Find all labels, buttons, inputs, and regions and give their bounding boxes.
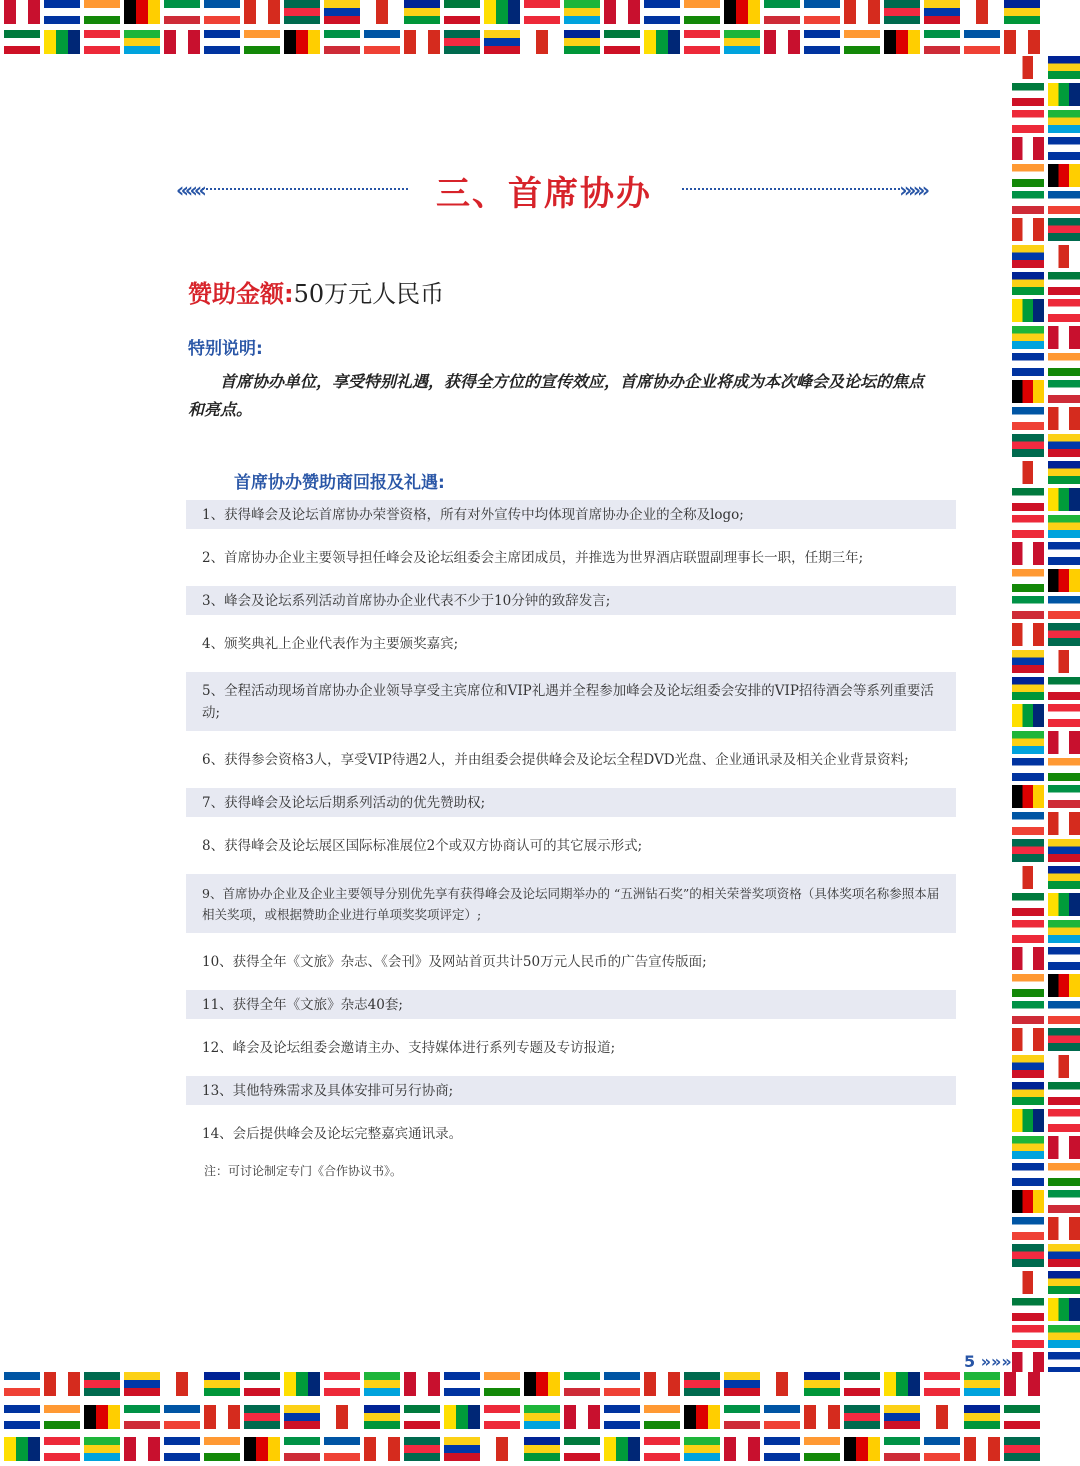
flag-icon	[644, 1437, 680, 1461]
flag-icon	[1012, 839, 1044, 862]
flag-icon	[644, 0, 680, 24]
flag-icon	[1048, 1001, 1080, 1024]
flag-icon	[404, 30, 440, 54]
flag-icon	[1048, 407, 1080, 430]
flag-icon	[1012, 164, 1044, 187]
benefit-item: 4、颁奖典礼上企业代表作为主要颁奖嘉宾;	[202, 635, 459, 652]
flag-icon	[1012, 461, 1044, 484]
flag-icon	[1048, 542, 1080, 565]
flag-icon	[764, 1437, 800, 1461]
flag-icon	[564, 1437, 600, 1461]
flag-icon	[164, 0, 200, 24]
flag-icon	[564, 30, 600, 54]
flag-icon	[44, 30, 80, 54]
amount-value: 50万元人民币	[293, 280, 445, 308]
benefit-item: 12、峰会及论坛组委会邀请主办、支持媒体进行系列专题及专访报道;	[202, 1039, 616, 1056]
flag-icon	[1048, 461, 1080, 484]
chevrons-left-icon: «««	[176, 178, 203, 202]
benefit-item: 1、获得峰会及论坛首席协办荣誉资格，所有对外宣传中均体现首席协办企业的全称及logo;	[186, 500, 956, 529]
flag-icon	[404, 1372, 440, 1396]
flag-icon	[324, 1437, 360, 1461]
flag-icon	[884, 1437, 920, 1461]
flag-icon	[804, 30, 840, 54]
flag-icon	[1012, 893, 1044, 916]
page-number: 5 »»»	[964, 1352, 1012, 1371]
benefit-item: 8、获得峰会及论坛展区国际标准展位2个或双方协商认可的其它展示形式;	[202, 837, 643, 854]
special-notes-text: 首席协办单位，享受特别礼遇，获得全方位的宣传效应，首席协办企业将成为本次峰会及论坛的焦点和亮点。	[188, 372, 925, 419]
flag-icon	[484, 30, 520, 54]
flag-icon	[1012, 1028, 1044, 1051]
flag-icon	[124, 0, 160, 24]
benefit-item: 5、全程活动现场首席协办企业领导享受主宾席位和VIP礼遇并全程参加峰会及论坛组委会安排的VIP招待酒会等系列重要活动;	[186, 672, 956, 731]
flag-icon	[1048, 380, 1080, 403]
flag-icon	[1012, 947, 1044, 970]
flag-icon	[84, 1437, 120, 1461]
flag-icon	[1048, 515, 1080, 538]
flag-icon	[1048, 299, 1080, 322]
flag-icon	[684, 1405, 720, 1429]
flag-icon	[1012, 380, 1044, 403]
flag-icon	[324, 1405, 360, 1429]
flag-icon	[724, 1405, 760, 1429]
flag-icon	[1048, 1055, 1080, 1078]
flag-icon	[1048, 569, 1080, 592]
flag-icon	[884, 1405, 920, 1429]
flag-icon	[684, 30, 720, 54]
flag-icon	[404, 1405, 440, 1429]
flag-icon	[1012, 1136, 1044, 1159]
flag-icon	[1048, 1028, 1080, 1051]
flag-icon	[1048, 353, 1080, 376]
flag-icon	[844, 1372, 880, 1396]
flag-icon	[1012, 1163, 1044, 1186]
flag-icon	[724, 1372, 760, 1396]
flag-icon	[1012, 1055, 1044, 1078]
flag-icon	[1048, 650, 1080, 673]
flag-icon	[244, 1372, 280, 1396]
flag-icon	[124, 1405, 160, 1429]
flag-icon	[1012, 299, 1044, 322]
flag-icon	[1048, 191, 1080, 214]
flag-icon	[1012, 758, 1044, 781]
flag-icon	[204, 30, 240, 54]
flag-icon	[1012, 623, 1044, 646]
flag-icon	[1012, 920, 1044, 943]
flag-icon	[364, 30, 400, 54]
flag-icon	[1048, 1352, 1080, 1372]
flag-icon	[924, 1372, 960, 1396]
flag-icon	[1012, 1109, 1044, 1132]
flag-icon	[44, 1372, 80, 1396]
flag-icon	[1048, 137, 1080, 160]
flag-icon	[164, 30, 200, 54]
flag-icon	[1012, 272, 1044, 295]
flag-icon	[1048, 1163, 1080, 1186]
flag-icon	[284, 0, 320, 24]
flag-icon	[364, 1437, 400, 1461]
flag-icon	[604, 1372, 640, 1396]
flag-icon	[764, 1372, 800, 1396]
flag-icon	[484, 0, 520, 24]
flag-icon	[1048, 110, 1080, 133]
flag-icon	[1012, 704, 1044, 727]
flag-icon	[1048, 920, 1080, 943]
flag-icon	[804, 1372, 840, 1396]
flag-icon	[4, 1372, 40, 1396]
flag-icon	[1048, 812, 1080, 835]
flag-icon	[1048, 677, 1080, 700]
flag-icon	[564, 0, 600, 24]
flag-icon	[684, 0, 720, 24]
flag-icon	[1012, 650, 1044, 673]
flag-icon	[1048, 974, 1080, 997]
dotted-rule-left	[202, 188, 408, 190]
flag-icon	[644, 30, 680, 54]
flag-icon	[684, 1372, 720, 1396]
flag-icon	[404, 0, 440, 24]
flag-icon	[124, 1372, 160, 1396]
flag-icon	[1012, 110, 1044, 133]
bottom-flag-border	[0, 1372, 1080, 1466]
flag-icon	[1012, 191, 1044, 214]
sponsorship-amount	[188, 274, 444, 309]
flag-icon	[1012, 1190, 1044, 1213]
flag-icon	[204, 1405, 240, 1429]
flag-icon	[1048, 326, 1080, 349]
flag-icon	[1012, 731, 1044, 754]
flag-icon	[1048, 947, 1080, 970]
flag-icon	[164, 1405, 200, 1429]
special-notes-label: 特别说明:	[188, 339, 263, 359]
flag-icon	[1048, 272, 1080, 295]
flag-icon	[1048, 1109, 1080, 1132]
flag-icon	[1012, 245, 1044, 268]
flag-icon	[324, 0, 360, 24]
flag-icon	[484, 1437, 520, 1461]
flag-icon	[4, 1437, 40, 1461]
flag-icon	[1012, 1298, 1044, 1321]
flag-icon	[1012, 1271, 1044, 1294]
flag-icon	[44, 0, 80, 24]
flag-icon	[884, 1372, 920, 1396]
flag-icon	[964, 0, 1000, 24]
flag-icon	[524, 1372, 560, 1396]
flag-icon	[804, 1437, 840, 1461]
flag-icon	[1004, 1405, 1040, 1429]
flag-icon	[964, 1437, 1000, 1461]
flag-icon	[84, 1405, 120, 1429]
flag-icon	[44, 1405, 80, 1429]
flag-icon	[604, 30, 640, 54]
benefit-item: 3、峰会及论坛系列活动首席协办企业代表不少于10分钟的致辞发言;	[186, 586, 956, 615]
flag-icon	[84, 30, 120, 54]
flag-icon	[1048, 839, 1080, 862]
flag-icon	[1012, 137, 1044, 160]
flag-icon	[804, 0, 840, 24]
flag-icon	[1048, 164, 1080, 187]
flag-icon	[764, 30, 800, 54]
dotted-rule-right	[682, 188, 900, 190]
flag-icon	[684, 1437, 720, 1461]
flag-icon	[1012, 1217, 1044, 1240]
flag-icon	[84, 0, 120, 24]
benefits-list	[186, 500, 956, 1162]
flag-icon	[924, 1437, 960, 1461]
flag-icon	[4, 30, 40, 54]
flag-icon	[204, 0, 240, 24]
benefit-item: 11、获得全年《文旅》杂志40套;	[186, 990, 956, 1019]
flag-icon	[524, 30, 560, 54]
flag-icon	[364, 1405, 400, 1429]
flag-icon	[164, 1372, 200, 1396]
flag-icon	[1012, 83, 1044, 106]
benefits-title: 首席协办赞助商回报及礼遇:	[234, 473, 445, 493]
flag-icon	[764, 1405, 800, 1429]
flag-icon	[804, 1405, 840, 1429]
flag-icon	[284, 1372, 320, 1396]
flag-icon	[564, 1372, 600, 1396]
flag-icon	[1012, 434, 1044, 457]
flag-icon	[1048, 1271, 1080, 1294]
flag-icon	[44, 1437, 80, 1461]
flag-icon	[724, 0, 760, 24]
flag-icon	[84, 1372, 120, 1396]
amount-label: 赞助金额:	[188, 280, 294, 308]
flag-icon	[364, 0, 400, 24]
flag-icon	[1012, 488, 1044, 511]
flag-icon	[564, 1405, 600, 1429]
flag-icon	[1012, 56, 1044, 79]
flag-icon	[844, 1405, 880, 1429]
flag-icon	[1012, 596, 1044, 619]
flag-icon	[1048, 731, 1080, 754]
flag-icon	[1048, 866, 1080, 889]
benefit-item: 10、获得全年《文旅》杂志、《会刊》及网站首页共计50万元人民币的广告宣传版面;	[202, 953, 707, 970]
flag-icon	[1048, 893, 1080, 916]
flag-icon	[524, 1437, 560, 1461]
flag-icon	[324, 1372, 360, 1396]
flag-icon	[1012, 1244, 1044, 1267]
flag-icon	[204, 1437, 240, 1461]
flag-icon	[604, 1405, 640, 1429]
right-flag-border	[1010, 56, 1080, 1372]
flag-icon	[1012, 785, 1044, 808]
flag-icon	[1004, 0, 1040, 24]
flag-icon	[1012, 353, 1044, 376]
flag-icon	[1004, 1372, 1040, 1396]
benefit-item: 14、会后提供峰会及论坛完整嘉宾通讯录。	[202, 1125, 463, 1142]
flag-icon	[1048, 488, 1080, 511]
flag-icon	[284, 30, 320, 54]
flag-icon	[1048, 1082, 1080, 1105]
flag-icon	[644, 1372, 680, 1396]
flag-icon	[444, 30, 480, 54]
flag-icon	[884, 30, 920, 54]
flag-icon	[1012, 677, 1044, 700]
flag-icon	[1048, 1298, 1080, 1321]
flag-icon	[1048, 1136, 1080, 1159]
flag-icon	[1048, 758, 1080, 781]
flag-icon	[1048, 1244, 1080, 1267]
flag-icon	[964, 1405, 1000, 1429]
flag-icon	[284, 1405, 320, 1429]
flag-icon	[364, 1372, 400, 1396]
flag-icon	[1012, 218, 1044, 241]
flag-icon	[4, 1405, 40, 1429]
flag-icon	[1048, 596, 1080, 619]
flag-icon	[1012, 866, 1044, 889]
flag-icon	[1048, 1190, 1080, 1213]
flag-icon	[1048, 83, 1080, 106]
chevrons-right-icon: »»»	[899, 178, 926, 202]
flag-icon	[1048, 56, 1080, 79]
flag-icon	[284, 1437, 320, 1461]
flag-icon	[844, 0, 880, 24]
flag-icon	[1048, 1325, 1080, 1348]
flag-icon	[124, 30, 160, 54]
flag-icon	[764, 0, 800, 24]
flag-icon	[244, 0, 280, 24]
flag-icon	[1004, 1437, 1040, 1461]
flag-icon	[644, 1405, 680, 1429]
flag-icon	[444, 0, 480, 24]
flag-icon	[724, 1437, 760, 1461]
flag-icon	[1048, 1217, 1080, 1240]
flag-icon	[204, 1372, 240, 1396]
flag-icon	[484, 1372, 520, 1396]
flag-icon	[1048, 704, 1080, 727]
flag-icon	[1048, 785, 1080, 808]
flag-icon	[1012, 542, 1044, 565]
flag-icon	[724, 30, 760, 54]
flag-icon	[484, 1405, 520, 1429]
section-title: 三、首席协办	[436, 174, 652, 214]
top-flag-border	[0, 0, 1080, 56]
flag-icon	[884, 0, 920, 24]
flag-icon	[964, 30, 1000, 54]
benefit-item: 9、首席协办企业及企业主要领导分别优先享有获得峰会及论坛同期举办的 “五洲钻石奖”的相关荣誉奖项资格（具体奖项名称参照本届相关奖项，或根据赞助企业进行单项奖奖项评定）;	[186, 874, 956, 933]
flag-icon	[1012, 1082, 1044, 1105]
flag-icon	[524, 0, 560, 24]
benefit-item: 6、获得参会资格3人，享受VIP待遇2人，并由组委会提供峰会及论坛全程DVD光盘、企业通讯录及相关企业背景资料;	[202, 751, 909, 768]
flag-icon	[964, 1372, 1000, 1396]
flag-icon	[604, 0, 640, 24]
flag-icon	[404, 1437, 440, 1461]
flag-icon	[444, 1372, 480, 1396]
flag-icon	[1004, 30, 1040, 54]
flag-icon	[1012, 407, 1044, 430]
flag-icon	[1048, 218, 1080, 241]
flag-icon	[1048, 245, 1080, 268]
flag-icon	[244, 1405, 280, 1429]
flag-icon	[924, 1405, 960, 1429]
flag-icon	[1048, 623, 1080, 646]
flag-icon	[244, 1437, 280, 1461]
flag-icon	[1012, 1001, 1044, 1024]
flag-icon	[924, 0, 960, 24]
section-header	[176, 166, 926, 212]
flag-icon	[604, 1437, 640, 1461]
flag-icon	[1012, 812, 1044, 835]
flag-icon	[1012, 1325, 1044, 1348]
flag-icon	[324, 30, 360, 54]
flag-icon	[444, 1437, 480, 1461]
flag-icon	[1048, 434, 1080, 457]
flag-icon	[124, 1437, 160, 1461]
flag-icon	[444, 1405, 480, 1429]
flag-icon	[1012, 326, 1044, 349]
footnote: 注：可讨论制定专门《合作协议书》。	[204, 1164, 403, 1178]
flag-icon	[1012, 569, 1044, 592]
flag-icon	[1012, 515, 1044, 538]
benefit-item: 7、获得峰会及论坛后期系列活动的优先赞助权;	[186, 788, 956, 817]
flag-icon	[244, 30, 280, 54]
flag-icon	[4, 0, 40, 24]
flag-icon	[844, 30, 880, 54]
flag-icon	[844, 1437, 880, 1461]
flag-icon	[164, 1437, 200, 1461]
benefit-item: 2、首席协办企业主要领导担任峰会及论坛组委会主席团成员，并推选为世界酒店联盟副理事长一职，任期三年;	[202, 549, 864, 566]
flag-icon	[524, 1405, 560, 1429]
flag-icon	[924, 30, 960, 54]
benefit-item: 13、其他特殊需求及具体安排可另行协商;	[186, 1076, 956, 1105]
flag-icon	[1012, 974, 1044, 997]
flag-icon	[1012, 1352, 1044, 1372]
